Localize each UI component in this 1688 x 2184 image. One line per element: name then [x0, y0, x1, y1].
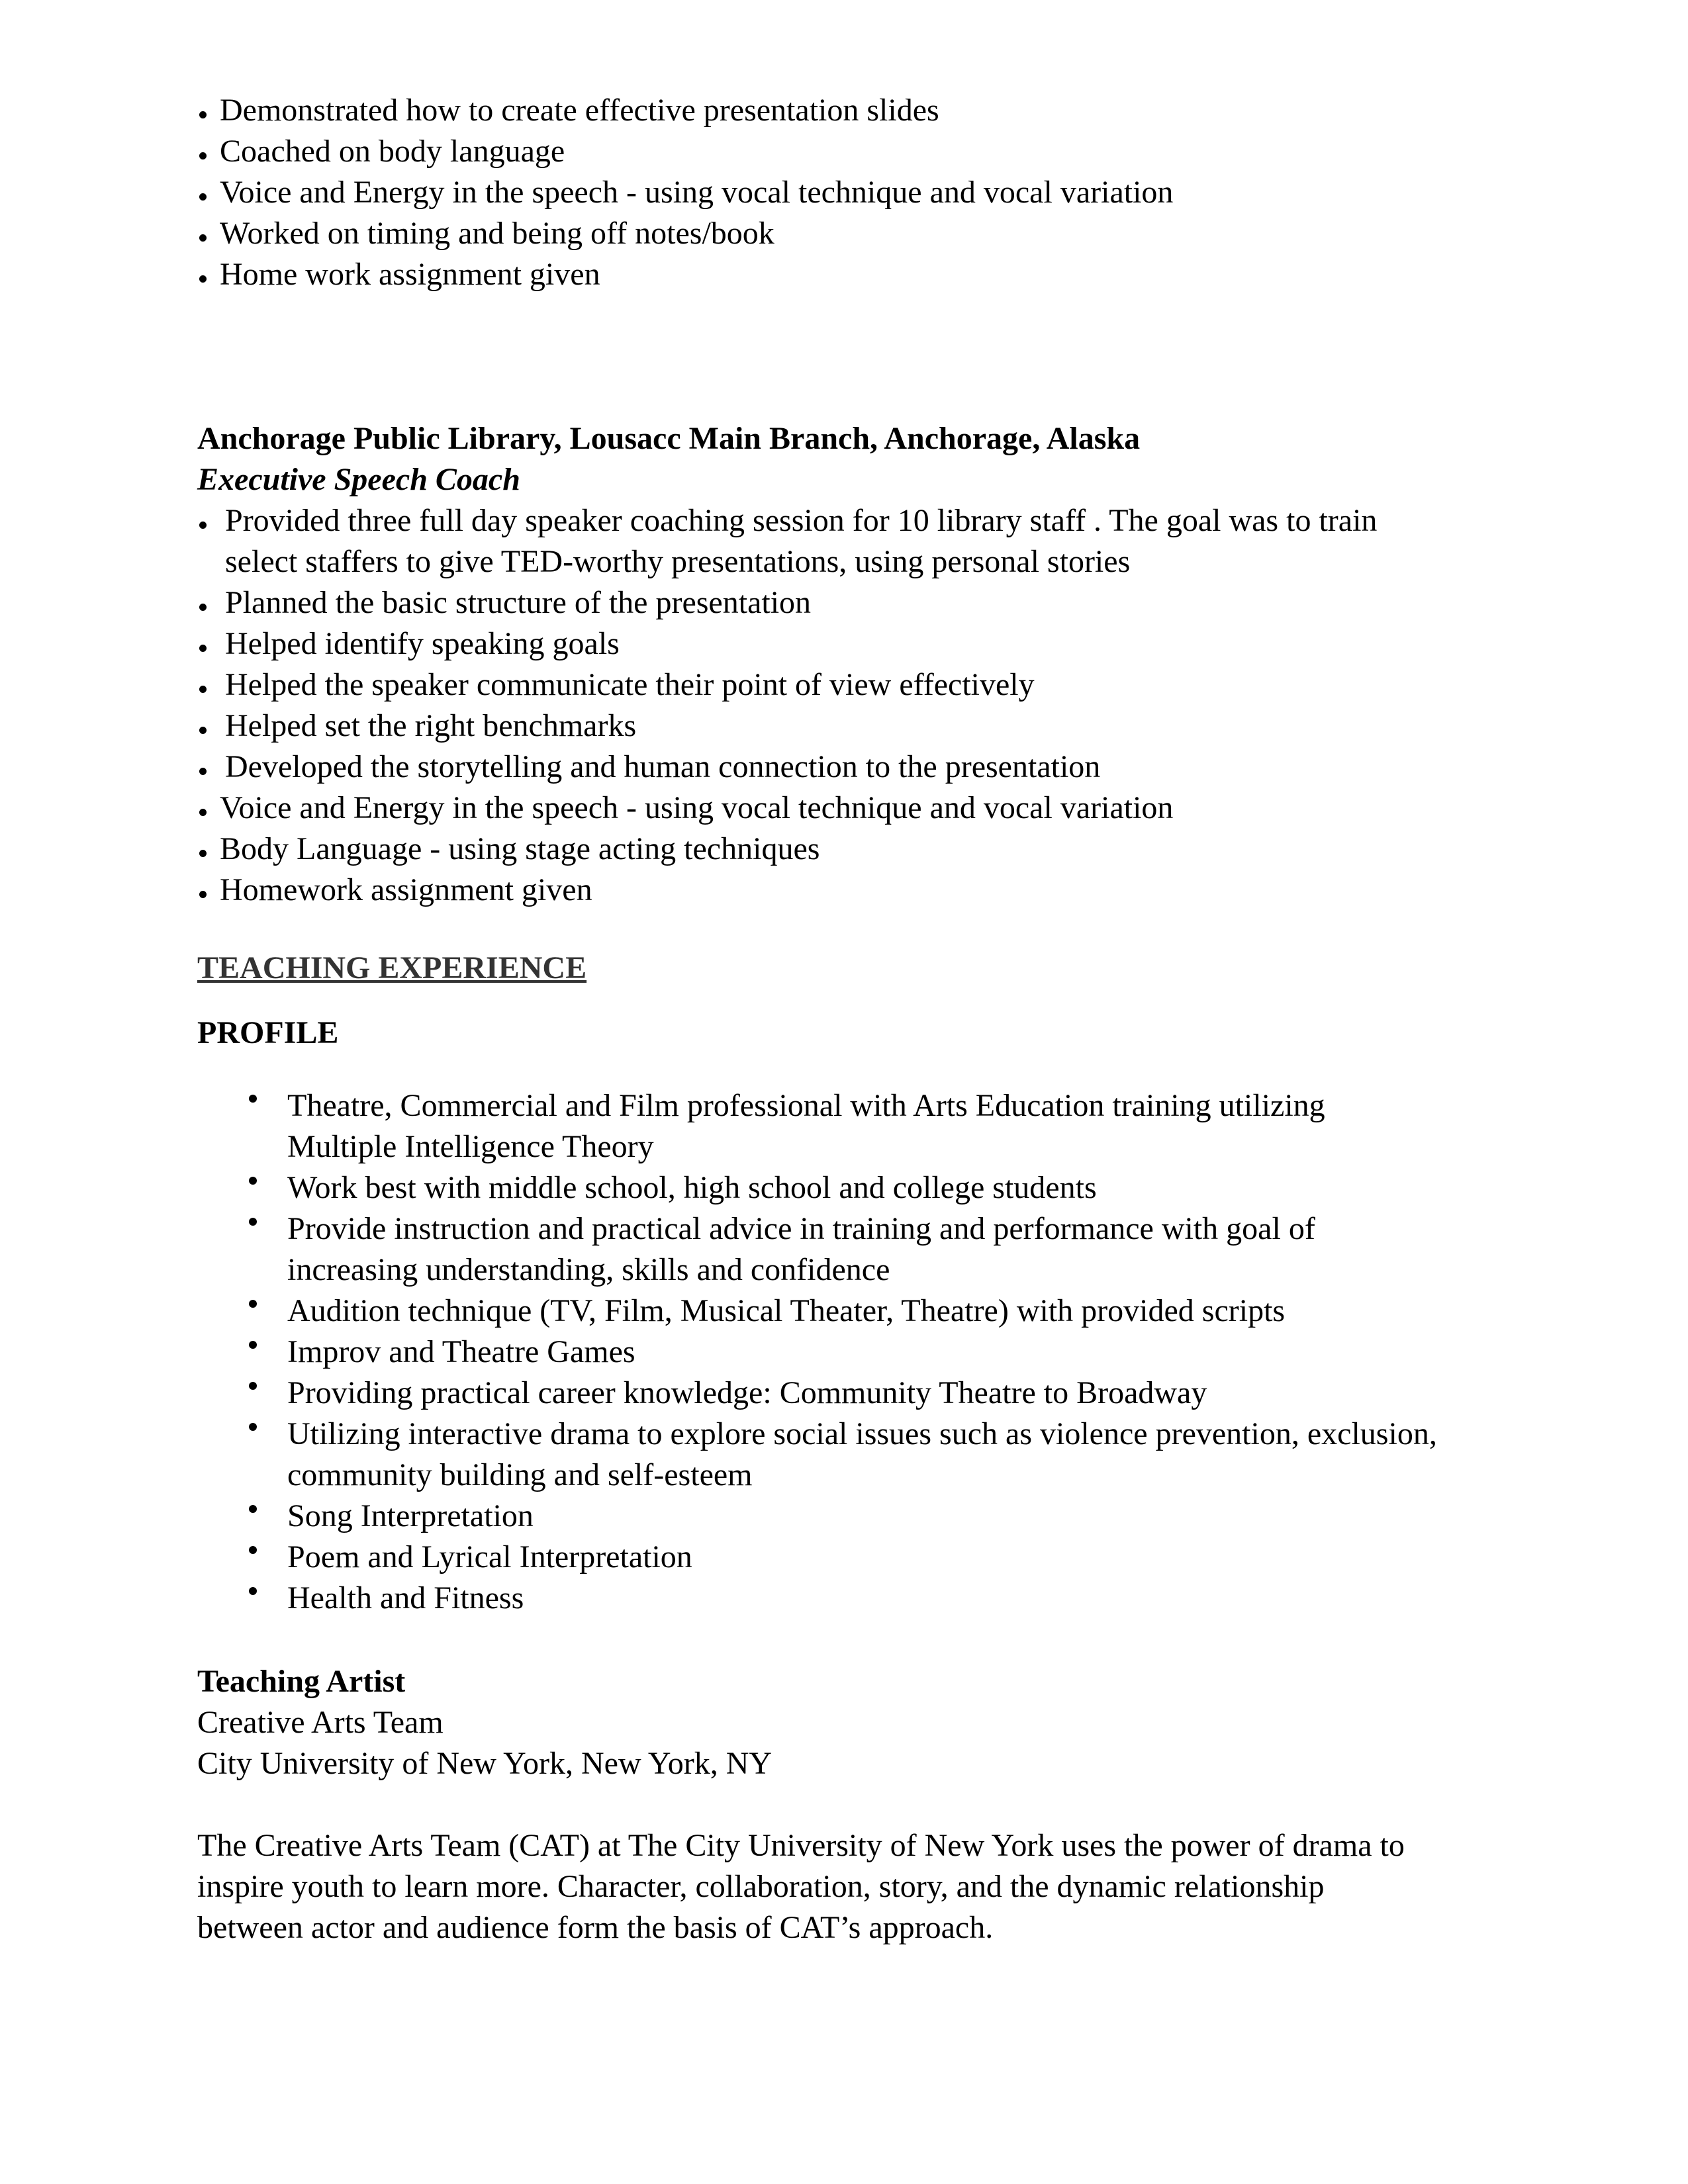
organization-heading: Anchorage Public Library, Lousacc Main Branch, Anchorage, Alaska [197, 421, 1141, 456]
list-item: Voice and Energy in the speech - using vocal technique and vocal variation [197, 172, 1521, 213]
list-item: Demonstrated how to create effective presentation slides [197, 90, 1521, 131]
list-item-continuation: increasing understanding, skills and confidence [287, 1252, 890, 1287]
list-item: Health and Fitness [248, 1578, 1505, 1619]
list-item: Planned the basic structure of the presentation [197, 582, 1521, 623]
list-item: Helped the speaker communicate their point of view effectively [197, 664, 1521, 705]
continuation-text: select staffers to give TED-worthy presentations, using personal stories [225, 544, 1131, 579]
anchorage-section [197, 418, 1521, 911]
description-line: The Creative Arts Team (CAT) at The City University of New York uses the power of drama to [197, 1828, 1405, 1863]
list-item-continuation: community building and self-esteem [287, 1457, 753, 1492]
list-item: Provided three full day speaker coaching session for 10 library staff . The goal was to train [197, 500, 1521, 541]
list-item: Utilizing interactive drama to explore social issues such as violence prevention, exclusion, [248, 1414, 1505, 1455]
description-line: between actor and audience form the basis of CAT’s approach. [197, 1910, 994, 1945]
list-item: Song Interpretation [248, 1496, 1505, 1537]
organization-name: Creative Arts Team [197, 1705, 444, 1740]
list-item: Home work assignment given [197, 254, 1521, 295]
list-item: Work best with middle school, high school and college students [248, 1167, 1505, 1208]
teaching-artist-description [197, 1825, 1521, 1948]
list-item: Worked on timing and being off notes/book [197, 213, 1521, 254]
list-item: Providing practical career knowledge: Community Theatre to Broadway [248, 1373, 1505, 1414]
profile-bullet-list [248, 1085, 1505, 1619]
profile-heading: PROFILE [197, 1015, 339, 1050]
list-item-continuation: Multiple Intelligence Theory [287, 1129, 654, 1164]
list-item: Coached on body language [197, 131, 1521, 172]
list-item: Improv and Theatre Games [248, 1332, 1505, 1373]
list-item: Homework assignment given [197, 870, 1521, 911]
list-item: Helped set the right benchmarks [197, 705, 1521, 747]
teaching-artist-section [197, 1661, 1521, 1784]
list-item: Voice and Energy in the speech - using vocal technique and vocal variation [197, 788, 1521, 829]
list-item: Audition technique (TV, Film, Musical Theater, Theatre) with provided scripts [248, 1291, 1505, 1332]
list-item: Provide instruction and practical advice in training and performance with goal of [248, 1208, 1505, 1250]
organization-location: City University of New York, New York, NY [197, 1746, 773, 1781]
profile-heading-wrap [197, 1013, 1521, 1054]
teaching-section-heading-wrap [197, 948, 1521, 989]
job-title: Teaching Artist [197, 1664, 406, 1699]
top-bullet-list [197, 90, 1521, 295]
list-item: Theatre, Commercial and Film professional with Arts Education training utilizing [248, 1085, 1505, 1126]
role-title: Executive Speech Coach [197, 462, 520, 497]
list-item: Poem and Lyrical Interpretation [248, 1537, 1505, 1578]
list-item: Developed the storytelling and human connection to the presentation [197, 747, 1521, 788]
description-line: inspire youth to learn more. Character, collaboration, story, and the dynamic relationship [197, 1869, 1325, 1904]
list-item: Helped identify speaking goals [197, 623, 1521, 664]
section-heading: TEACHING EXPERIENCE [197, 950, 587, 985]
list-item: Body Language - using stage acting techniques [197, 829, 1521, 870]
list-item-continuation [197, 541, 1521, 582]
